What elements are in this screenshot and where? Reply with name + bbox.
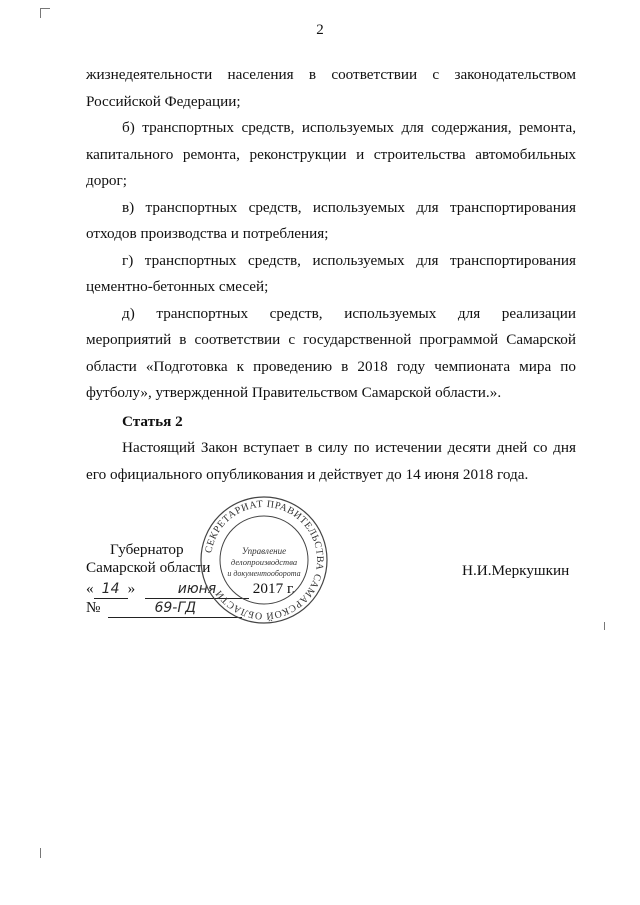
scan-corner-mark-top-vertical [40,8,41,18]
seal-graphic [198,494,330,626]
law-body-text [86,62,576,488]
law-paragraph: жизнедеятельности населения в соответствии с законодательством Российской Федерации; [86,66,576,110]
signature-title-block [86,541,210,577]
seal-ring-text: СЕКРЕТАРИАТ ПРАВИТЕЛЬСТВА САМАРСКОЙ ОБЛАСТИ [203,498,326,622]
seal-center-line3: и документооборота [227,569,301,578]
date-month-handwritten: июня [145,580,249,599]
official-seal-stamp [198,494,330,626]
scan-corner-mark-top [40,8,50,9]
signature-title-line2: Самарской области [86,559,211,576]
date-open-quote: « [86,580,94,597]
law-paragraph: Настоящий Закон вступает в силу по истечении десяти дней со дня его официального опубликования и действует до 14 июня 2018 года. [86,439,576,483]
page-number: 2 [316,22,324,38]
scan-mark-right [604,622,605,630]
scan-corner-mark-bottom [40,848,41,858]
law-paragraph: б) транспортных средств, используемых для содержания, ремонта, капитального ремонта, реконструкции и строительства автомобильных дорог; [86,119,576,189]
date-close-quote: » [127,580,136,597]
seal-center-line1: Управление [241,546,287,556]
date-day-handwritten: 14 [94,580,128,599]
seal-center-line2: делопроизводства [230,557,298,567]
law-number-prefix: № [86,599,101,616]
law-paragraph: г) транспортных средств, используемых для транспортирования цементно-бетонных смесей; [86,251,576,295]
governor-name: Н.И.Меркушкин [462,562,570,579]
date-year: 2017 г. [252,580,296,597]
law-paragraph: д) транспортных средств, используемых для реализации мероприятий в соответствии с государственной программой Самарской области «Подготовка к проведению в 2018 году чемпионата мира по футболу», утвержденной Правительством Самарской области.». [86,304,576,401]
law-paragraph: в) транспортных средств, используемых для транспортирования отходов производства и потребления; [86,198,576,242]
signature-title-line1: Губернатор [110,541,184,558]
law-number-handwritten: 69-ГД [108,599,242,618]
article-heading: Статья 2 [122,412,183,430]
